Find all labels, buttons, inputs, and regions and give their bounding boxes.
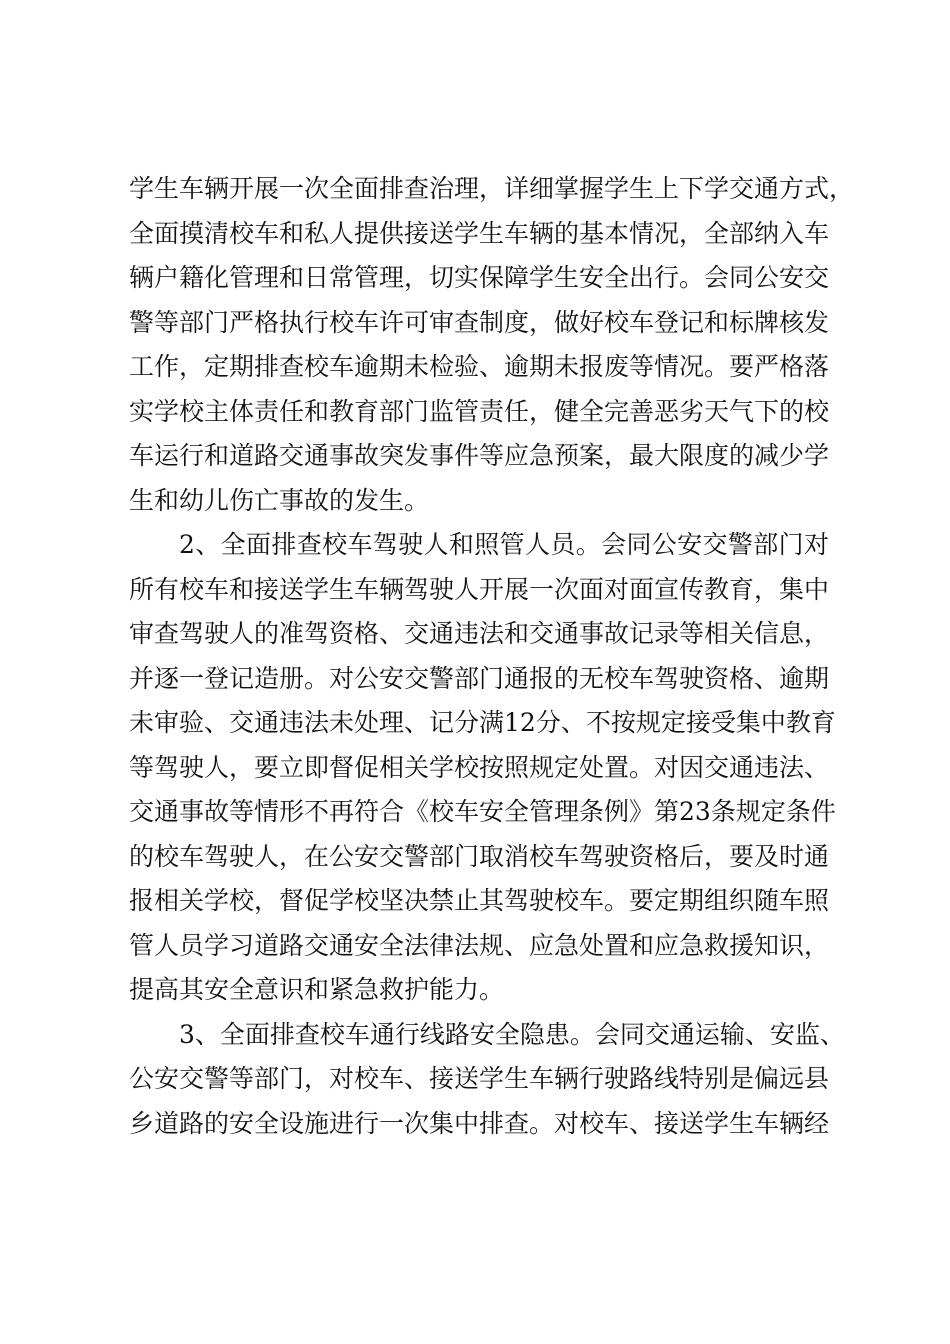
text-line: 等驾驶人，要立即督促相关学校按照规定处置。对因交通违法、 — [129, 752, 830, 782]
text-line: 乡道路的安全设施进行一次集中排查。对校车、接送学生车辆经 — [129, 1108, 830, 1138]
text-line: 警等部门严格执行校车许可审查制度，做好校车登记和标牌核发 — [129, 307, 830, 337]
text-line: 未审验、交通违法未处理、记分满12分、不按规定接受集中教育 — [129, 708, 836, 737]
text-line: 公安交警等部门，对校车、接送学生车辆行驶路线特别是偏远县 — [129, 1064, 830, 1093]
text-line: 并逐一登记造册。对公安交警部门通报的无校车驾驶资格、逾期 — [129, 663, 830, 693]
text-line: 管人员学习道路交通安全法律法规、应急处置和应急救援知识， — [129, 930, 830, 960]
text-line: 审查驾驶人的准驾资格、交通违法和交通事故记录等相关信息， — [129, 619, 830, 648]
text-line: 交通事故等情形不再符合《校车安全管理条例》第23条规定条件 — [129, 797, 836, 826]
text-line: 报相关学校，督促学校坚决禁止其驾驶校车。要定期组织随车照 — [129, 886, 830, 915]
text-line: 工作，定期排查校车逾期未检验、逾期未报废等情况。要严格落 — [129, 352, 830, 381]
text-line: 所有校车和接送学生车辆驾驶人开展一次面对面宣传教育，集中 — [129, 574, 830, 604]
text-line: 2、全面排查校车驾驶人和照管人员。会同公安交警部门对 — [179, 530, 829, 559]
text-line: 全面摸清校车和私人提供接送学生车辆的基本情况，全部纳入车 — [129, 218, 830, 248]
text-line: 学生车辆开展一次全面排查治理，详细掌握学生上下学交通方式， — [129, 174, 855, 203]
text-line: 实学校主体责任和教育部门监管责任，健全完善恶劣天气下的校 — [129, 396, 830, 426]
text-line: 生和幼儿伤亡事故的发生。 — [129, 485, 430, 515]
text-line: 辆户籍化管理和日常管理，切实保障学生安全出行。会同公安交 — [129, 263, 830, 292]
text-line: 车运行和道路交通事故突发事件等应急预案，最大限度的减少学 — [129, 441, 830, 470]
text-line: 提高其安全意识和紧急救护能力。 — [129, 975, 505, 1004]
text-line: 3、全面排查校车通行线路安全隐患。会同交通运输、安监、 — [179, 1019, 845, 1049]
text-line: 的校车驾驶人，在公安交警部门取消校车驾驶资格后，要及时通 — [129, 841, 830, 871]
